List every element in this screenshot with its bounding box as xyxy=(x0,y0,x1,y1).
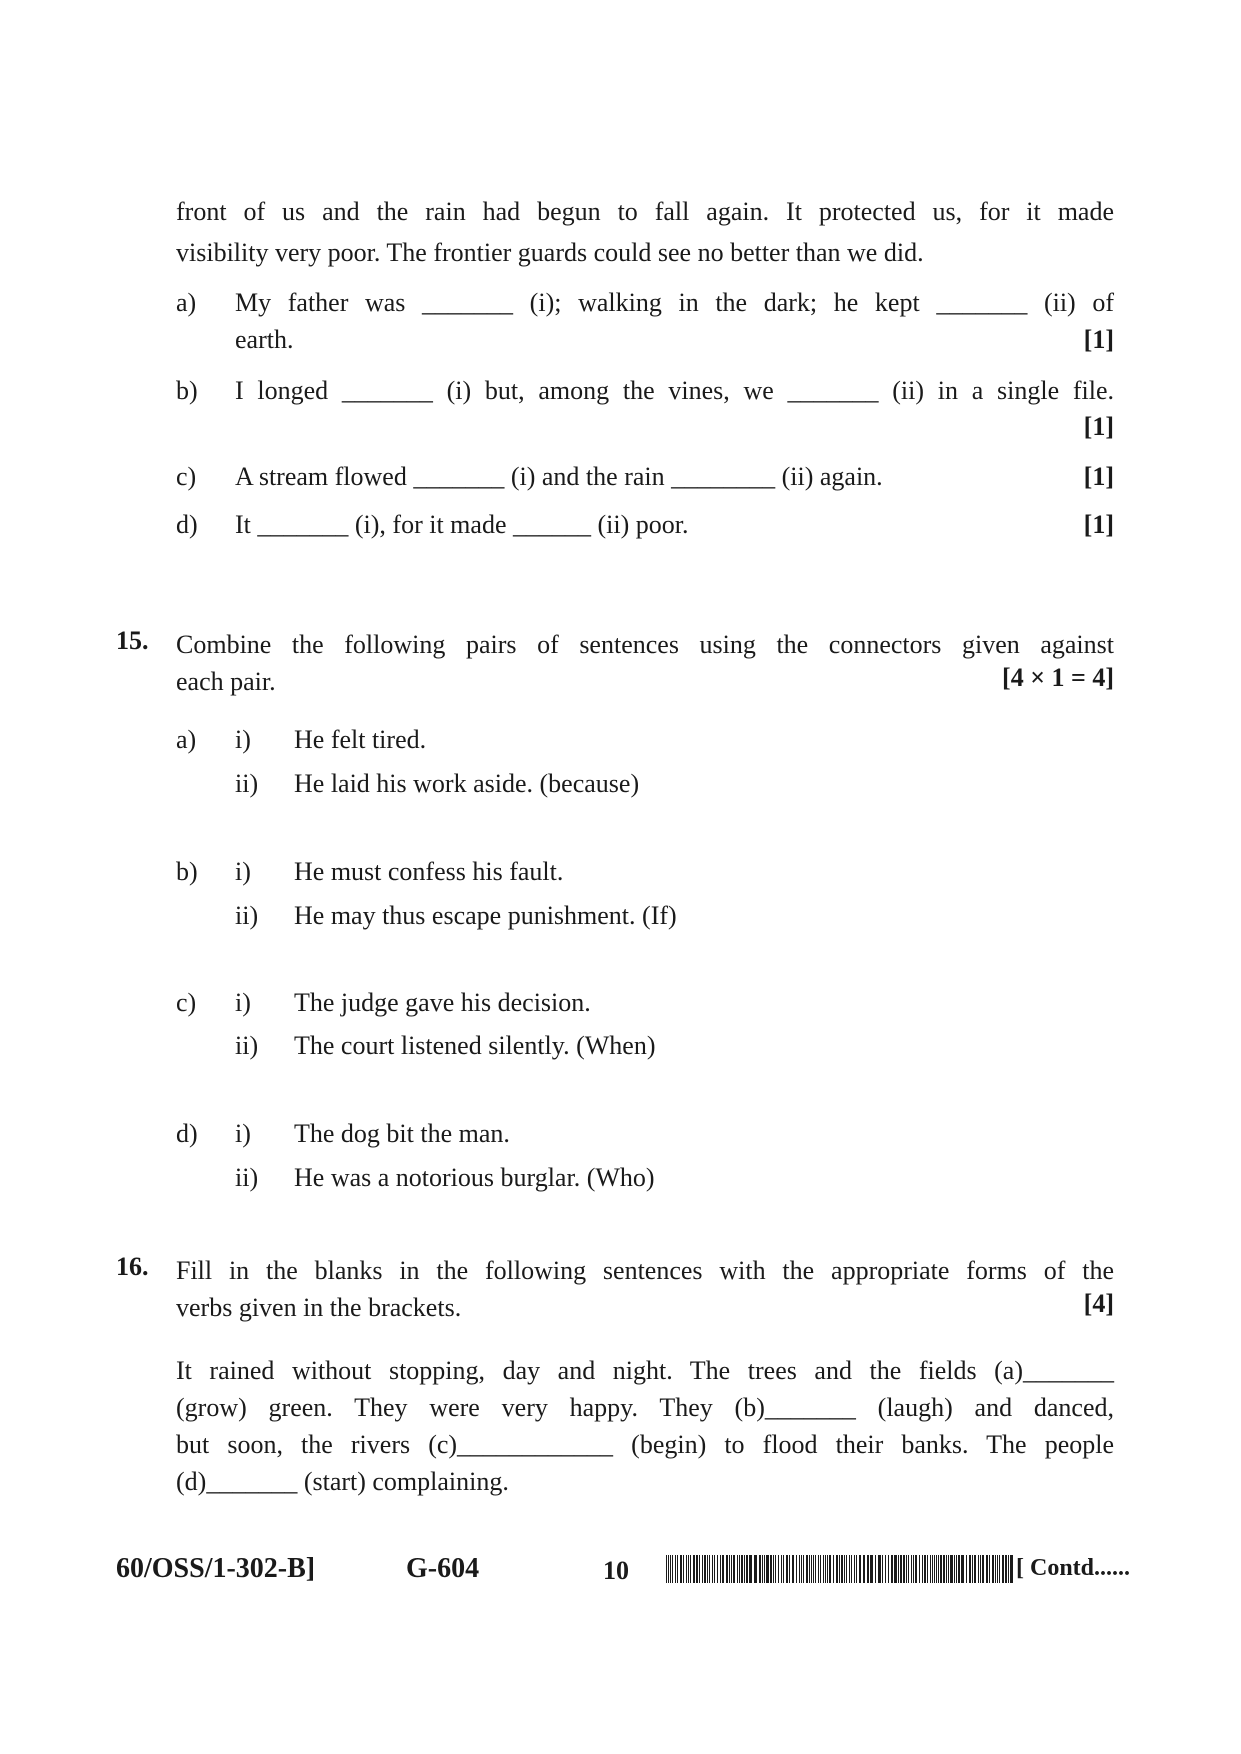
q15-item-b-num1: i) xyxy=(235,857,251,886)
page-number: 10 xyxy=(603,1556,629,1585)
question-16-paragraph xyxy=(176,1352,1114,1500)
q15-item-a-sentence2: He laid his work aside. (because) xyxy=(294,769,640,798)
q15-item-d-label: d) xyxy=(176,1119,198,1148)
q15-item-d-num2: ii) xyxy=(235,1163,259,1192)
question-15-marks: [4 × 1 = 4] xyxy=(1002,663,1114,692)
continued-label: [ Contd...... xyxy=(1016,1555,1131,1581)
q14-item-a-text: My father was _______ (i); walking in the dark; he kept _______ (ii) of xyxy=(235,288,1114,317)
question-16-para-line: It rained without stopping, day and night. The trees and the fields (a)_______ xyxy=(176,1356,1114,1385)
series-code: G-604 xyxy=(406,1553,480,1584)
barcode-image xyxy=(666,1555,1013,1583)
question-15-line: Combine the following pairs of sentences using the connectors given against xyxy=(176,630,1114,659)
passage-line: visibility very poor. The frontier guards could see no better than we did. xyxy=(176,238,924,267)
q15-item-b-sentence2: He may thus escape punishment. (If) xyxy=(294,901,677,930)
q14-item-c-text: A stream flowed _______ (i) and the rain ________ (ii) again. xyxy=(235,462,883,491)
question-16-para-line: (grow) green. They were very happy. They (b)_______ (laugh) and danced, xyxy=(176,1393,1114,1422)
question-16-marks: [4] xyxy=(1083,1289,1114,1318)
q15-item-c-num1: i) xyxy=(235,988,251,1017)
q14-item-a-label: a) xyxy=(176,288,197,317)
question-15-text xyxy=(176,626,1114,700)
q14-item-c-marks: [1] xyxy=(1083,462,1114,491)
q14-item-c-label: c) xyxy=(176,462,197,491)
question-16-text xyxy=(176,1252,1114,1326)
question-16-number: 16. xyxy=(116,1252,149,1281)
q15-item-c-num2: ii) xyxy=(235,1031,259,1060)
q15-item-b-num2: ii) xyxy=(235,901,259,930)
q15-item-c-sentence2: The court listened silently. (When) xyxy=(294,1031,656,1060)
q15-item-b-sentence1: He must confess his fault. xyxy=(294,857,564,886)
q14-item-d-marks: [1] xyxy=(1083,510,1114,539)
question-16-para-line: but soon, the rivers (c)____________ (begin) to flood their banks. The people xyxy=(176,1430,1114,1459)
paper-code: 60/OSS/1-302-B] xyxy=(116,1553,316,1584)
q15-item-d-sentence2: He was a notorious burglar. (Who) xyxy=(294,1163,655,1192)
question-16-line: verbs given in the brackets. xyxy=(176,1293,462,1322)
passage-text xyxy=(176,191,1114,273)
question-16-line: Fill in the blanks in the following sentences with the appropriate forms of the xyxy=(176,1256,1114,1285)
q15-item-a-sentence1: He felt tired. xyxy=(294,725,427,754)
question-16-para-line: (d)_______ (start) complaining. xyxy=(176,1467,509,1496)
q14-item-b-label: b) xyxy=(176,376,198,405)
q15-item-c-sentence1: The judge gave his decision. xyxy=(294,988,591,1017)
q15-item-c-label: c) xyxy=(176,988,197,1017)
q14-item-d-text: It _______ (i), for it made ______ (ii) poor. xyxy=(235,510,689,539)
q14-item-d-label: d) xyxy=(176,510,198,539)
q15-item-a-num2: ii) xyxy=(235,769,259,798)
q15-item-a-num1: i) xyxy=(235,725,251,754)
q14-item-b-marks: [1] xyxy=(1083,412,1114,441)
q15-item-b-label: b) xyxy=(176,857,198,886)
q14-item-a-text-cont: earth. xyxy=(235,325,294,354)
question-15-number: 15. xyxy=(116,626,149,655)
passage-line: front of us and the rain had begun to fall again. It protected us, for it made xyxy=(176,197,1114,226)
q15-item-a-label: a) xyxy=(176,725,197,754)
q14-item-b-text: I longed _______ (i) but, among the vines, we _______ (ii) in a single file. xyxy=(235,376,1114,405)
question-15-line: each pair. xyxy=(176,667,276,696)
q14-item-a-marks: [1] xyxy=(1083,325,1114,354)
q15-item-d-sentence1: The dog bit the man. xyxy=(294,1119,510,1148)
q15-item-d-num1: i) xyxy=(235,1119,251,1148)
